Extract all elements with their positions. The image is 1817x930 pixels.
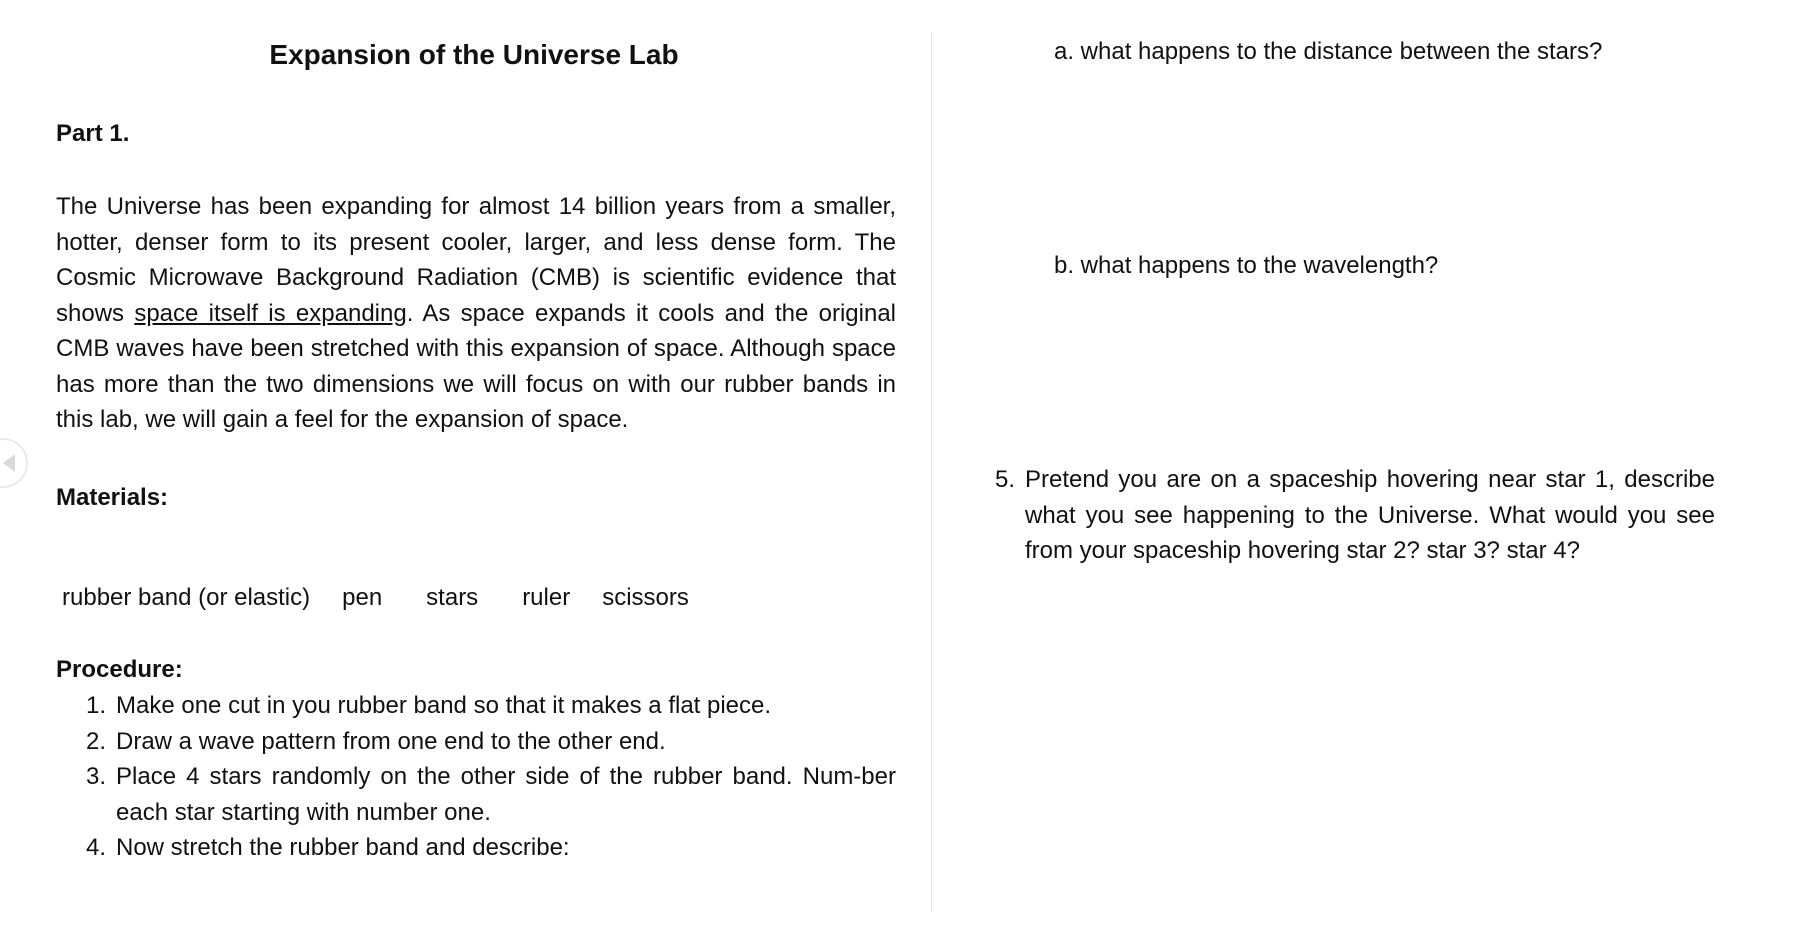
- left-page: [0, 0, 908, 930]
- chevron-left-icon: [3, 454, 15, 472]
- list-item: [56, 759, 896, 830]
- list-item-number: 1.: [86, 692, 107, 719]
- material-item: pen: [342, 584, 383, 611]
- material-item: ruler: [522, 584, 571, 611]
- list-item: [56, 724, 896, 760]
- material-item: stars: [426, 584, 479, 611]
- list-item-text: Place 4 stars randomly on the other side of the rubber band. Num-ber each star starting with number one.: [116, 763, 896, 826]
- part-heading: Part 1.: [56, 120, 130, 147]
- intro-text-end: . As space expands it cools and the original CMB waves have been stretched with this expansion of space. Although space has more than the two dimensions we will focus on with our rubber bands in this lab, we will gain a feel for the expansion of space.: [56, 299, 896, 433]
- list-item-text: Make one cut in you rubber band so that it makes a flat piece.: [116, 692, 772, 719]
- question-5-number: 5.: [995, 466, 1016, 493]
- intro-text-start: The Universe has been expanding for almost 14 billion years from a smaller, hotter, denser form to its present cooler, larger, and less dense form. The Cosmic Microwave Background Radiation (CMB) is scientific evidence that shows: [56, 193, 896, 327]
- list-item-text: Now stretch the rubber band and describe:: [116, 834, 570, 861]
- previous-page-button[interactable]: [0, 438, 28, 488]
- question-b: b. what happens to the wavelength?: [1054, 252, 1439, 279]
- list-item-number: 3.: [86, 763, 107, 790]
- list-item-number: 4.: [86, 834, 107, 861]
- list-item-text: Draw a wave pattern from one end to the other end.: [116, 727, 666, 755]
- question-a: a. what happens to the distance between the stars?: [1054, 38, 1603, 65]
- intro-text-underlined: space itself is expanding: [134, 299, 407, 327]
- materials-list: [62, 581, 689, 615]
- materials-heading: Materials:: [56, 484, 169, 511]
- list-item-number: 2.: [86, 727, 107, 755]
- procedure-heading: Procedure:: [56, 656, 183, 683]
- question-5-text: Pretend you are on a spaceship hovering near star 1, describe what you see happening to the Universe. What would you see from your spaceship hovering star 2? star 3? star 4?: [1025, 466, 1715, 564]
- material-item: scissors: [602, 584, 689, 611]
- procedure-list: [56, 688, 896, 866]
- page-title: Expansion of the Universe Lab: [269, 39, 679, 70]
- intro-paragraph: [56, 189, 896, 438]
- list-item: [56, 688, 896, 724]
- list-item: [56, 830, 896, 866]
- right-page: [909, 0, 1817, 930]
- material-item: rubber band (or elastic): [62, 584, 311, 611]
